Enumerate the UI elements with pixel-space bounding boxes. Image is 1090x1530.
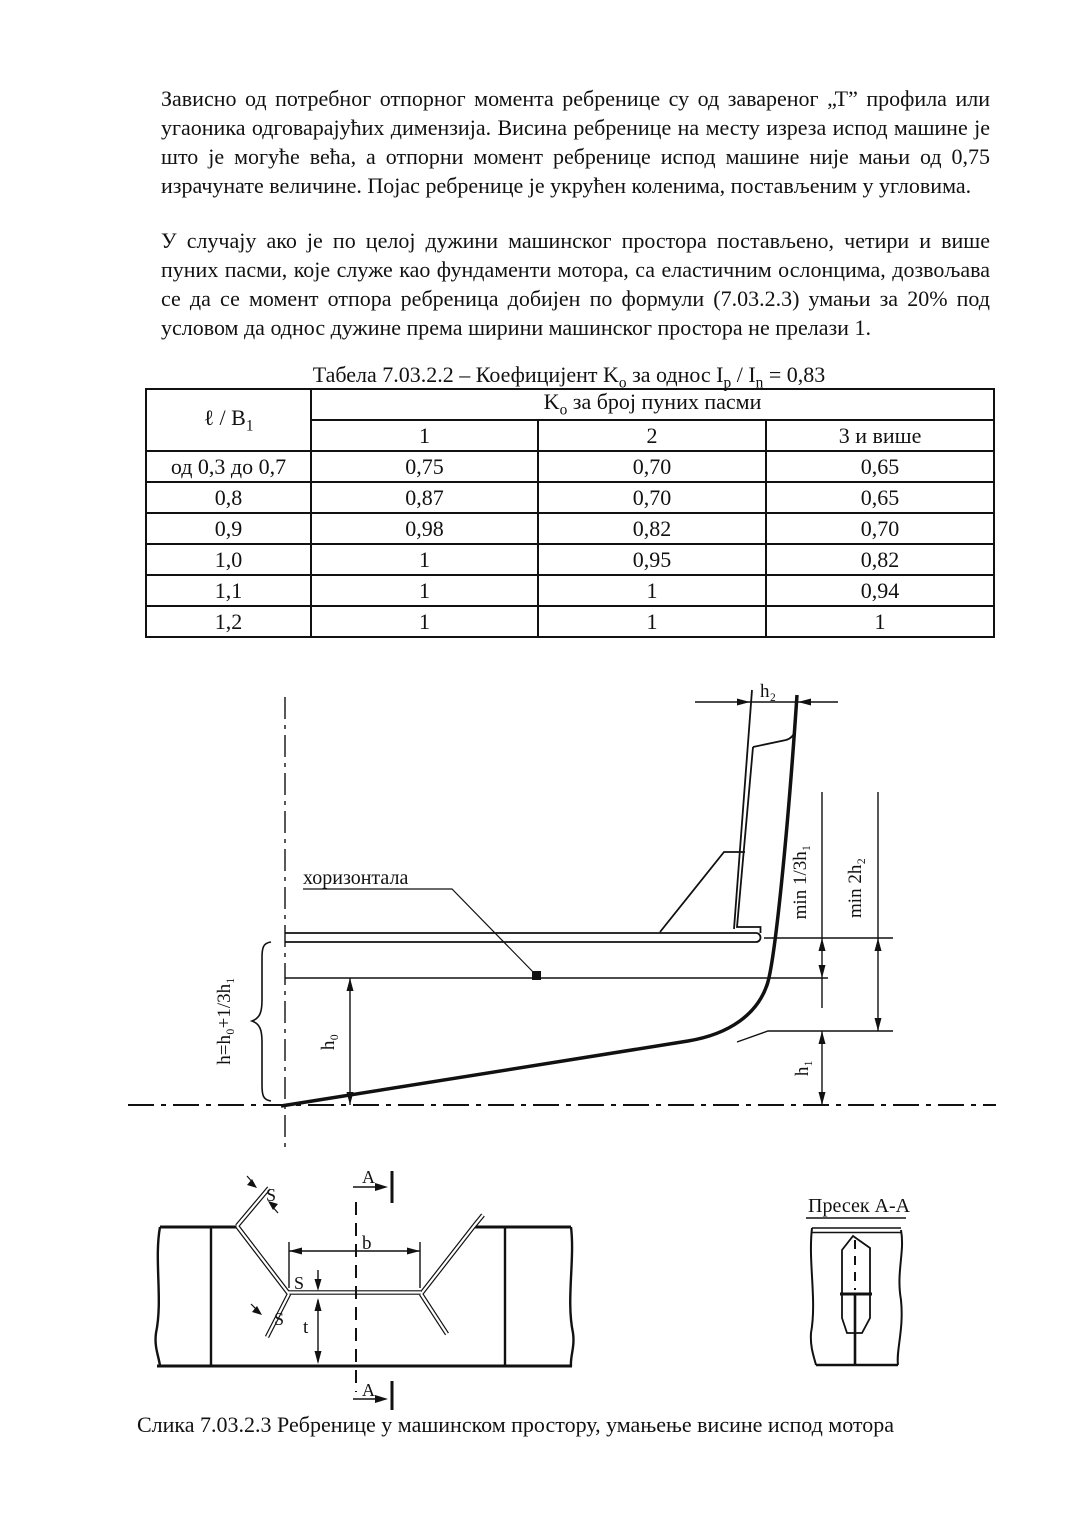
table-cell: 0,8 [146, 482, 311, 513]
plan-diagram [156, 1167, 574, 1410]
bracket-knee [660, 852, 745, 932]
table-cell: 1 [766, 606, 994, 637]
table-cell: 0,98 [311, 513, 538, 544]
label-section-a-top: А [362, 1167, 375, 1187]
table-cell: 0,9 [146, 513, 311, 544]
section-body [811, 1228, 902, 1365]
table-cell: 1 [538, 606, 766, 637]
dimension-brace [252, 942, 271, 1101]
label-section-title: Пресек А-А [808, 1195, 911, 1217]
label-h-total: h=h₀+1/3h₁ [214, 977, 235, 1065]
label-section-a-bottom: А [362, 1380, 375, 1400]
table-row [146, 482, 994, 513]
label-t: t [303, 1317, 309, 1338]
dim-s-plate [315, 1270, 322, 1291]
table-cell: 0,65 [766, 482, 994, 513]
label-h2: h₂ [760, 681, 777, 702]
label-h0: h₀ [318, 1033, 339, 1051]
table-cell: од 0,3 до 0,7 [146, 451, 311, 482]
table-cell: 1,0 [146, 544, 311, 575]
dim-s-stub [251, 1304, 262, 1315]
label-min-2h2: min 2h₂ [845, 858, 866, 918]
dim-h1 [819, 1031, 826, 1105]
section-slot [840, 1236, 872, 1365]
label-horizontala: хоризонтала [303, 867, 409, 889]
table-title: Табела 7.03.2.2 – Коефицијент $K_о$ за однос $I_p / I_n = 0,83$ [312, 362, 826, 392]
table-cell: 1,1 [146, 575, 311, 606]
deck-flat-bar [285, 933, 761, 942]
table-cell: 0,65 [766, 451, 994, 482]
figure-caption: Слика 7.03.2.3 Ребренице у машинском простору, умањење висине испод мотора [137, 1412, 895, 1437]
table-header-ko: $K_о$ за број пуних пасми [311, 389, 994, 420]
label-b: b [362, 1233, 372, 1254]
dim-min-third-h1 [819, 792, 826, 1008]
table-row [146, 575, 994, 606]
table-header-lb1: ℓ / $B_1$ [146, 389, 311, 451]
dim-b [289, 1242, 420, 1288]
label-h1: h₁ [792, 1059, 813, 1077]
dim-t [315, 1298, 322, 1364]
dim-min-2h2 [875, 792, 882, 1031]
frame-web [734, 690, 795, 933]
label-min-third-h1: min 1/3h₁ [790, 844, 811, 920]
table-subheader-3: 3 и више [766, 420, 994, 451]
table-cell: 0,75 [311, 451, 538, 482]
table-row [146, 606, 994, 637]
paragraph-1: Зависно од потребног отпорног момента ребренице су од завареног „Т” профила или угаоника одговарајућих димензија. Висина ребренице на месту изреза испод машине је што је могуће већа, а отпорни момент ребренице испод машине није мањи од 0,75 израчунате величине. Појас ребренице је укрућен коленима, постављеним у угловима. [161, 86, 990, 198]
paragraph-2: У случају ако је по целој дужини машинског простора постављено, четири и више пуних пасми, које служе као фундаменти мотора, са еластичним ослонцима, дозвољава се да се момент отпора ребреница добијен по формули (7.03.2.3) умањи за 20% под условом да однос дужине према ширини машинског простора не прелази 1. [161, 228, 990, 340]
label-s-stub: S [274, 1309, 285, 1329]
label-s-plate: S [294, 1273, 305, 1293]
table-cell: 0,87 [311, 482, 538, 513]
table-cell: 0,70 [538, 482, 766, 513]
table-cell: 0,70 [538, 451, 766, 482]
hull-shell-line [281, 695, 797, 1106]
label-s-topleft: S [266, 1185, 277, 1205]
section-diagram [806, 1195, 911, 1365]
table-row [146, 451, 994, 482]
table-cell: 0,95 [538, 544, 766, 575]
profile-diagram [128, 681, 996, 1147]
bilge-extension-line [737, 1031, 893, 1042]
coefficient-table [145, 388, 995, 638]
dim-h0 [347, 978, 354, 1105]
table-row [146, 544, 994, 575]
table-cell: 1 [311, 606, 538, 637]
table-cell: 0,70 [766, 513, 994, 544]
table-subheader-1: 1 [311, 420, 538, 451]
table-cell: 0,82 [766, 544, 994, 575]
leader-dot [532, 971, 541, 980]
table-row [146, 513, 994, 544]
table-cell: 1,2 [146, 606, 311, 637]
table-subheader-2: 2 [538, 420, 766, 451]
table-cell: 1 [311, 544, 538, 575]
table-cell: 1 [311, 575, 538, 606]
table-cell: 0,82 [538, 513, 766, 544]
table-cell: 1 [538, 575, 766, 606]
figure-7-03-2-3 [0, 640, 1090, 1415]
table-cell: 0,94 [766, 575, 994, 606]
